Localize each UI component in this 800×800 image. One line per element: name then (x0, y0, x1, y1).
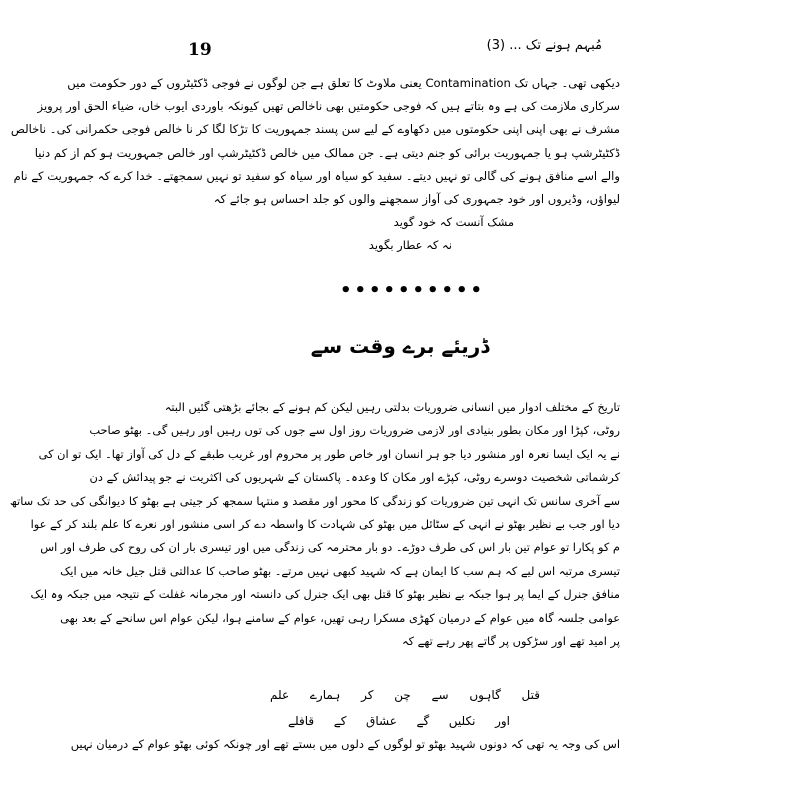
text-line: تاریخ کے مختلف ادوار میں انسانی ضروریات بدلتی رہیں لیکن کم ہونے کے بجائے بڑھتی گئیں البتہ (164, 400, 620, 414)
text-line: دیا اور جب بے نظیر بھٹو نے انہی کے سٹائل میں بھٹو کی شہادت کا واسطہ دے کر اسی منشور اور نعرے کا علم بلند کر کے عوا (30, 516, 620, 531)
poem-verse (270, 682, 540, 734)
text-line: م کو پکارا تو عوام تین بار اس کی طرف دوڑے۔ دو بار محترمہ کی زندگی میں اور تیسری بار ان کی روح کی طرف اور اس (40, 540, 620, 555)
text-line: مشرف نے بھی اپنی اپنی حکومتوں میں دکھاوے کے لیے سن پسند جمہوریت کا تڑکا لگا کر نا خالص فوجی حکمرانی کی۔ ناخالص (10, 122, 620, 137)
text-line: لیواؤں، وڈیروں اور خود جمہوری کی آواز سمجھنے والوں کو جلد احساس ہو جائے کہ (213, 191, 620, 206)
running-head: مُبہم ہونے تک ... (3) (486, 38, 602, 53)
quote-line: نہ کہ عطار بگوید (368, 238, 452, 252)
text-line: عوامی جلسہ گاہ میں عوام کے درمیان کھڑی مسکرا رہی تھیں، عوام کے سامنے ہوا، لیکن عوام اس سانحے کے بعد بھی (60, 610, 620, 625)
text-line: سرکاری ملازمت کی ہے وہ بتاتے ہیں کہ فوجی حکومتیں بھی ناخالص تھیں کیونکہ باوردی ایوب خاں، ضیاء الحق اور پرویز (37, 99, 620, 114)
paragraph-history (9, 396, 620, 653)
text-line: والے اسے منافق ہونے کی گالی تو نہیں دیتے۔ سفید کو سیاہ اور سیاہ کو سفید تو نہیں سمجھتے۔ خدا کرے کہ جمہوریت کے نام (13, 168, 620, 183)
paragraph-contamination (10, 72, 620, 211)
text-line: روٹی، کپڑا اور مکان بطور بنیادی اور لازمی ضروریات روز اول سے جوں کی توں رہیں اور رہیں گی۔ بھٹو صاحب (89, 423, 620, 438)
verse-line: قتل گاہوں سے چن کر ہمارے علم (270, 688, 540, 702)
page-number: 19 (188, 40, 212, 60)
quote-line: مشک آنست کہ خود گوید (393, 215, 514, 229)
text-line: دیکھی تھی۔ جہاں تک Contamination یعنی ملاوٹ کا تعلق ہے جن لوگوں نے فوجی ڈکٹیٹروں کے دور حکومت میں (67, 76, 620, 90)
text-line: اس کی وجہ یہ تھی کہ دونوں شہید بھٹو تو لوگوں کے دلوں میں بستے تھے اور چونکہ کوئی بھٹو عوام کے درمیان نہیں (70, 737, 620, 751)
persian-quote (300, 211, 514, 257)
text-line: سے آخری سانس تک انہی تین ضروریات کو زندگی کا محور اور مقصد و منتہا سمجھ کر جیتی ہے بھٹو کا دیوانگی کی حد تک ساتھ (9, 493, 620, 508)
section-title: ڈریئے برے وقت سے (310, 334, 490, 358)
closing-paragraph (70, 733, 620, 755)
text-line: پر امید تھے اور سڑکوں پر گاتے پھر رہے تھے کہ (401, 633, 620, 648)
text-line: تیسری مرتبہ اس لیے کہ ہم سب کا ایمان ہے کہ شہید کبھی نہیں مرتے۔ بھٹو صاحب کا عدالتی قتل جیل خانہ میں ایک (60, 563, 620, 578)
text-line: نے یہ ایک ایسا نعرہ اور منشور دیا جو ہر انسان اور خاص طور پر محروم اور غریب طبقے کے دل کی آواز تھا۔ ایک تو ان کی (38, 446, 620, 461)
section-divider: •••••••••• (340, 280, 486, 301)
text-line: کرشماتی شخصیت دوسرے روٹی، کپڑے اور مکان کا وعدہ۔ پاکستان کے شہریوں کی اکثریت نے جو پیدائش کے دن (89, 470, 620, 485)
text-line: ڈکٹیٹرشپ ہو یا جمہوریت برائی کو جنم دیتی ہے۔ جن ممالک میں خالص ڈکٹیٹرشپ اور خالص جمہوریت ہو کم از کم دنیا (34, 145, 620, 160)
text-line: منافق جنرل کے ایما پر ہوا جبکہ بے نظیر بھٹو کا قتل بھی ایک جنرل کی دانستہ اور مجرمانہ غفلت کے نتیجہ میں جبکہ وہ ایک (30, 587, 620, 602)
verse-line: اور نکلیں گے عشاق کے قافلے (288, 714, 510, 728)
